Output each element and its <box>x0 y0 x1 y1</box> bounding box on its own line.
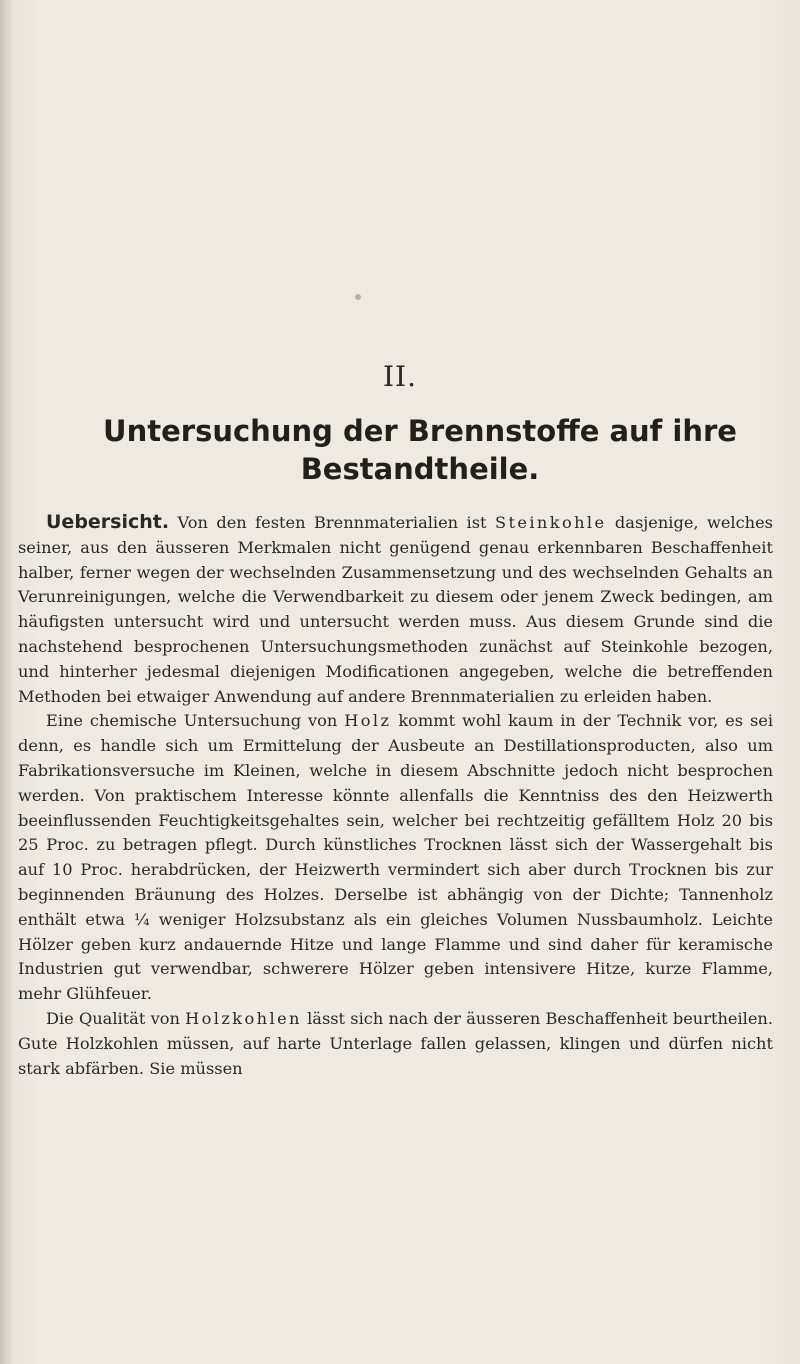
paragraph-text: Eine chemische Untersuchung von <box>46 711 345 731</box>
chapter-number: II. <box>382 360 418 393</box>
paragraph-text: Von den festen Brennmaterialien ist <box>169 513 495 532</box>
chapter-title-line-2: Bestandtheile. <box>300 452 540 486</box>
body-text <box>18 510 773 1081</box>
paragraph-text: dasjenige, welches seiner, aus den äusseren Merkmalen nicht genügend genau erkennbaren Beschaffenheit halber, ferner wegen der wechselnden Zusammensetzung und des wechselnden Gehalts an Verunreinigungen, welche die Verwendbarkeit zu diesem oder jenem Zweck bedingen, am häufigsten untersucht wird und untersucht werden muss. Aus diesem Grunde sind die nachstehend besprochenen Untersuchungsmethoden zunächst auf Steinkohle bezogen, und hinterher jedesmal diejenigen Modificationen angegeben, welche die betreffenden Methoden bei etwaiger Anwendung auf andere Brennmaterialien zu erleiden haben. <box>18 513 773 706</box>
chapter-title <box>80 412 760 488</box>
section-lead-heading: Uebersicht. <box>46 511 170 533</box>
paragraph-holz <box>18 709 773 1007</box>
paragraph-text: kommt wohl kaum in der Technik vor, es sei denn, es handle sich um Ermittelung der Ausbeute an Destillationsproducten, also um Fabrikationsversuche im Kleinen, welche in diesem Abschnitte jedoch nicht besprochen werden. Von praktischem Interesse könnte allenfalls die Kenntniss des den Heizwerth beeinflussenden Feuchtigkeitsgehaltes sein, welcher bei rechtzeitig gefälltem Holz 20 bis 25 Proc. zu betragen pflegt. Durch künstliches Trocknen lässt sich der Wassergehalt bis auf 10 Proc. herabdrücken, der Heizwerth vermindert sich aber durch Trocknen bis zur beginnenden Bräunung des Holzes. Derselbe ist abhängig von der Dichte; Tannenholz enthält etwa ¼ weniger Holzsubstanz als ein gleiches Volumen Nussbaumholz. Leichte Hölzer geben kurz andauernde Hitze und lange Flamme und sind daher für keramische Industrien gut verwendbar, schwerere Hölzer geben intensivere Hitze, kurze Flamme, mehr Glühfeuer. <box>18 711 774 1004</box>
paragraph-text: lässt sich nach der äusseren Beschaffenheit beurtheilen. Gute Holzkohlen müssen, auf harte Unterlage fallen gelassen, klingen und dürfen nicht stark abfärben. Sie müssen <box>18 1008 773 1078</box>
emphasized-term: Holz <box>344 711 392 731</box>
emphasized-term: Steinkohle <box>494 513 607 532</box>
paragraph-text: Die Qualität von <box>46 1008 186 1028</box>
page-gutter-shadow <box>0 0 12 1364</box>
paragraph-uebersicht <box>18 510 773 709</box>
paper-spot <box>355 294 361 300</box>
emphasized-term: Holzkohlen <box>185 1008 302 1028</box>
paragraph-holzkohlen <box>18 1007 773 1081</box>
chapter-title-line-1: Untersuchung der Brennstoffe auf ihre <box>103 414 737 448</box>
